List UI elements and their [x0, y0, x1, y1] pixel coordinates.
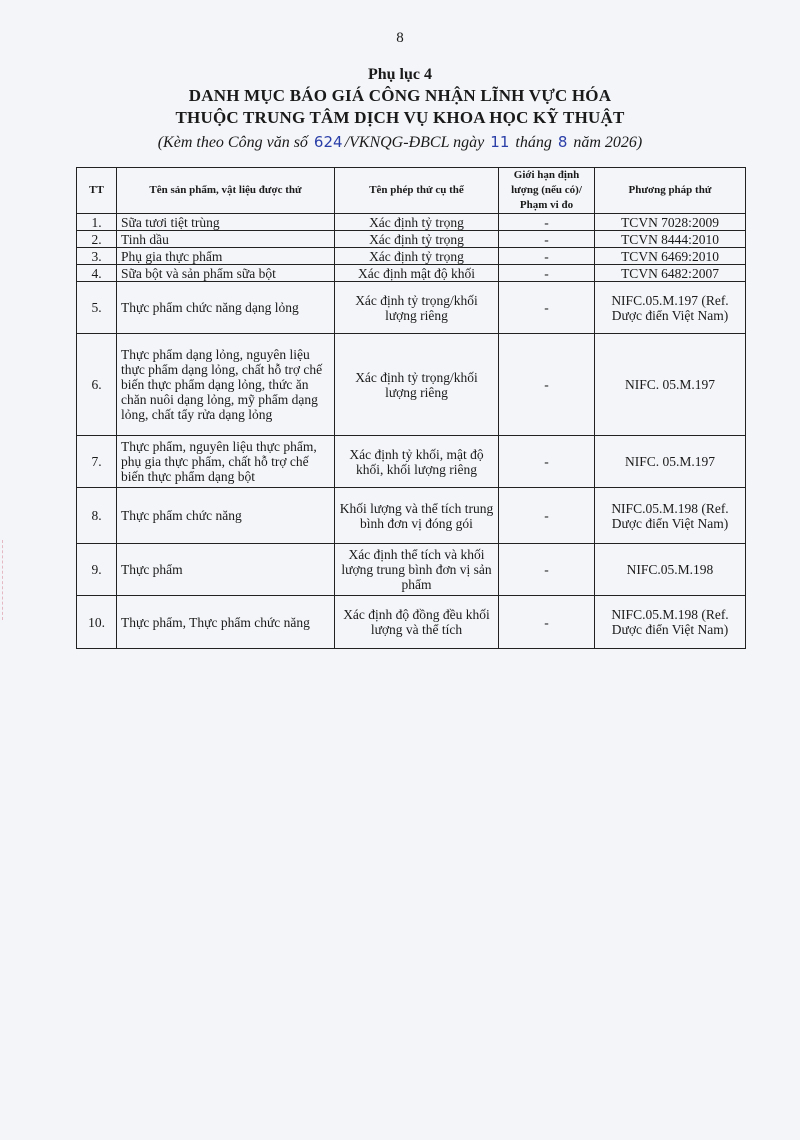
cell-test: Xác định tỷ trọng: [335, 248, 499, 265]
subtitle-prefix: (Kèm theo Công văn số: [157, 134, 308, 151]
cell-limit: -: [499, 248, 595, 265]
cell-method: NIFC. 05.M.197: [595, 334, 746, 436]
cell-tt: 3.: [77, 248, 117, 265]
cell-tt: 2.: [77, 231, 117, 248]
cell-method: TCVN 7028:2009: [595, 214, 746, 231]
cell-tt: 10.: [77, 596, 117, 649]
subtitle-month-label: tháng: [515, 134, 552, 151]
appendix-label: Phụ lục 4: [367, 66, 432, 83]
cell-test: Xác định tỷ trọng: [335, 231, 499, 248]
cell-limit: -: [499, 334, 595, 436]
table-row: [77, 488, 746, 544]
subtitle-year: năm 2026): [573, 134, 643, 151]
cell-tt: 6.: [77, 334, 117, 436]
cell-test: Xác định thể tích và khối lượng trung bình đơn vị sản phẩm: [335, 544, 499, 596]
document-title-line2: THUỘC TRUNG TÂM DỊCH VỤ KHOA HỌC KỸ THUẬT: [175, 108, 625, 127]
cell-test: Xác định tỷ trọng/khối lượng riêng: [335, 334, 499, 436]
handwritten-month: 8: [557, 133, 568, 151]
cell-product: Sữa tươi tiệt trùng: [117, 214, 335, 231]
test-methods-table: [76, 167, 746, 649]
cell-tt: 8.: [77, 488, 117, 544]
handwritten-day: 11: [490, 133, 510, 151]
cell-method: NIFC.05.M.197 (Ref. Dược điển Việt Nam): [595, 282, 746, 334]
column-header-method: Phương pháp thử: [595, 168, 746, 214]
cell-method: TCVN 6469:2010: [595, 248, 746, 265]
cell-tt: 7.: [77, 436, 117, 488]
cell-method: NIFC.05.M.198: [595, 544, 746, 596]
cell-test: Xác định tỷ trọng/khối lượng riêng: [335, 282, 499, 334]
cell-method: NIFC.05.M.198 (Ref. Dược điển Việt Nam): [595, 488, 746, 544]
cell-product: Thực phẩm chức năng dạng lỏng: [117, 282, 335, 334]
table-row: [77, 265, 746, 282]
cell-product: Tinh dầu: [117, 231, 335, 248]
document-subtitle: [0, 133, 800, 152]
column-header-limit: Giới hạn định lượng (nếu có)/ Phạm vi đo: [499, 168, 595, 214]
cell-method: NIFC.05.M.198 (Ref. Dược điển Việt Nam): [595, 596, 746, 649]
column-header-tt: TT: [77, 168, 117, 214]
cell-test: Xác định độ đồng đều khối lượng và thể tích: [335, 596, 499, 649]
table-row: [77, 214, 746, 231]
page-number: 8: [396, 30, 404, 46]
document-title-line1: DANH MỤC BÁO GIÁ CÔNG NHẬN LĨNH VỰC HÓA: [188, 86, 612, 105]
table-row: [77, 248, 746, 265]
cell-product: Sữa bột và sản phẩm sữa bột: [117, 265, 335, 282]
table-row: [77, 334, 746, 436]
cell-product: Thực phẩm, nguyên liệu thực phẩm, phụ gia thực phẩm, chất hỗ trợ chế biến thực phẩm dạng bột: [117, 436, 335, 488]
table-row: [77, 436, 746, 488]
cell-product: Thực phẩm, Thực phẩm chức năng: [117, 596, 335, 649]
cell-limit: -: [499, 436, 595, 488]
cell-test: Xác định tỷ trọng: [335, 214, 499, 231]
cell-test: Xác định mật độ khối: [335, 265, 499, 282]
scan-edge-mark: [2, 540, 9, 620]
cell-tt: 1.: [77, 214, 117, 231]
cell-product: Thực phẩm dạng lỏng, nguyên liệu thực phẩm dạng lỏng, chất hỗ trợ chế biến thực phẩm dạng lỏng, thức ăn chăn nuôi dạng lỏng, mỹ phẩm dạng lỏng, chất tẩy rửa dạng lỏng: [117, 334, 335, 436]
column-header-product: Tên sản phẩm, vật liệu được thử: [117, 168, 335, 214]
cell-limit: -: [499, 596, 595, 649]
cell-product: Thực phẩm: [117, 544, 335, 596]
cell-product: Thực phẩm chức năng: [117, 488, 335, 544]
cell-limit: -: [499, 282, 595, 334]
cell-method: TCVN 8444:2010: [595, 231, 746, 248]
cell-limit: -: [499, 231, 595, 248]
table-row: [77, 544, 746, 596]
cell-product: Phụ gia thực phẩm: [117, 248, 335, 265]
column-header-test: Tên phép thử cụ thể: [335, 168, 499, 214]
cell-tt: 5.: [77, 282, 117, 334]
cell-limit: -: [499, 214, 595, 231]
cell-test: Xác định tỷ khối, mật độ khối, khối lượng riêng: [335, 436, 499, 488]
cell-test: Khối lượng và thể tích trung bình đơn vị đóng gói: [335, 488, 499, 544]
table-row: [77, 596, 746, 649]
cell-tt: 4.: [77, 265, 117, 282]
table-row: [77, 282, 746, 334]
table-header-row: [77, 168, 746, 214]
table-row: [77, 231, 746, 248]
subtitle-ref: /VKNQG-ĐBCL ngày: [344, 134, 485, 151]
handwritten-doc-number: 624: [313, 133, 343, 151]
cell-limit: -: [499, 544, 595, 596]
cell-method: TCVN 6482:2007: [595, 265, 746, 282]
cell-tt: 9.: [77, 544, 117, 596]
cell-limit: -: [499, 265, 595, 282]
cell-limit: -: [499, 488, 595, 544]
cell-method: NIFC. 05.M.197: [595, 436, 746, 488]
